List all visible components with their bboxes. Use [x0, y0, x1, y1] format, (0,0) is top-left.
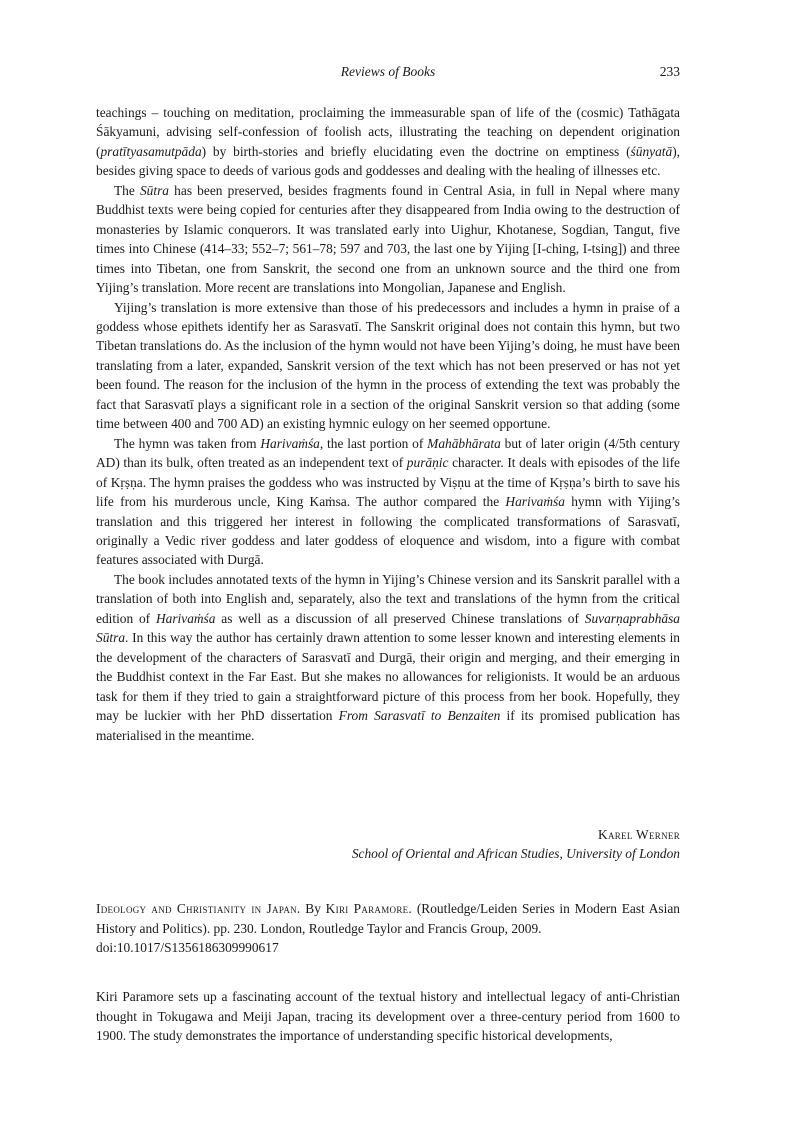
doi-link[interactable]: doi:10.1017/S1356186309990617: [96, 940, 279, 955]
text-run: ), besides giving space to deeds of various gods and goddesses and dealing with the healing of illnesses etc.: [96, 143, 680, 179]
text-run: , the last portion of: [319, 435, 428, 451]
text-run: ) by birth-stories and briefly elucidating even the doctrine on emptiness (: [201, 143, 631, 159]
by-text: By: [300, 901, 326, 916]
italic-term: From Sarasvatī to Benzaiten: [338, 708, 501, 724]
text-run: hymn with Yijing’s translation and this triggered her interest in following the complicated transformations of Sarasvatī, originally a Vedic river goddess and later goddess of eloquence and wisdom, into a figure with combat features associated with Durgā.: [96, 494, 680, 568]
italic-term: Harivaṁśa: [505, 494, 565, 510]
book-title: Ideology and Christianity in Japan.: [96, 901, 301, 916]
review-citation: [96, 899, 680, 958]
text-run: The book includes annotated texts of the hymn in Yijing’s Chinese version and its Sanskrit parallel with a translation of both into English and, separately, also the text and translations of the hymn from the critical edition of: [96, 571, 680, 626]
text-run: . In this way the author has certainly drawn attention to some lesser known and interesting elements in the development of the characters of Sarasvatī and Durgā, their origin and merging, and their emerging in the Buddhist context in the Far East. But she makes no allowances for religionists. It would be an arduous task for them if they tried to gain a straightforward picture of this process from her book. Hopefully, they may be luckier with her PhD dissertation: [96, 630, 680, 724]
text-run: has been preserved, besides fragments found in Central Asia, in full in Nepal where many Buddhist texts were being copied for centuries after they disappeared from India owing to the destruction of monasteries by Islamic conquerors. It was translated early into Uighur, Khotanese, Sogdian, Tangut, five times into Chinese (414–33; 552–7; 561–78; 597 and 703, the last one by Yijing [I-ching, I-tsing]) and three times into Tibetan, one from Sanskrit, the second one from an unknown source and the third one from Yijing’s translation. More recent are translations into Mongolian, Japanese and English.: [96, 182, 680, 296]
reviewer-institution: School of Oriental and African Studies, University of London: [351, 846, 680, 861]
text-run: as well as a discussion of all preserved Chinese translations of: [215, 610, 585, 626]
review-2-body: [96, 987, 680, 1046]
italic-term: purāṇic: [406, 455, 449, 471]
paragraph-5: [96, 570, 680, 745]
italic-term: śūnyatā: [630, 143, 673, 159]
paragraph-2: [96, 181, 680, 298]
book-details: (Routledge/Leiden Series in Modern East Asian History and Politics). pp. 230. London, Routledge Taylor and Francis Group, 2009.: [96, 901, 680, 936]
italic-term: Suvarṇaprabhāsa Sūtra: [96, 610, 680, 646]
reviewer-signature: [96, 825, 680, 863]
page-number: 233: [659, 64, 680, 79]
running-head: [96, 64, 680, 86]
text-run: The hymn was taken from: [114, 435, 261, 451]
italic-term: Sūtra: [139, 182, 170, 198]
text-run: character. It deals with episodes of the life of Kṛṣṇa. The hymn praises the goddess who was instructed by Viṣṇu at the time of Kṛṣṇa’s birth to save his life from his murderous uncle, King Kaṁsa. The author compared the: [96, 455, 680, 510]
italic-term: Harivaṁśa: [260, 435, 320, 451]
review-2-paragraph: Kiri Paramore sets up a fascinating account of the textual history and intellectual legacy of anti-Christian thought in Tokugawa and Meiji Japan, tracing its development over a three-century period from 1600 to 1900. The study demonstrates the importance of understanding specific historical developments,: [96, 989, 680, 1043]
running-title: Reviews of Books: [340, 64, 436, 79]
text-run: but of later origin (4/5th century AD) than its bulk, often treated as an independent text of: [96, 435, 680, 471]
text-run: The: [114, 182, 140, 198]
paragraph-1: [96, 103, 680, 181]
italic-term: Harivaṁśa: [155, 610, 216, 626]
text-run: if its promised publication has materialised in the meantime.: [96, 708, 681, 743]
paragraph-4: [96, 434, 680, 570]
review-body-text: [96, 103, 680, 745]
italic-term: Mahābhārata: [427, 435, 501, 451]
text-run: teachings – touching on meditation, proclaiming the immeasurable span of life of the (cosmic) Tathāgata Śākyamuni, advising self-confession of foolish acts, illustrating the teaching on dependent origination (: [96, 105, 680, 159]
paragraph-3: Yijing’s translation is more extensive than those of his predecessors and includes a hymn in praise of a goddess whose epithets identify her as Sarasvatī. The Sanskrit original does not contain this hymn, but two Tibetan translations do. As the inclusion of the hymn would not have been Yijing’s doing, he must have been translating from a later, expanded, Sanskrit version of the text which has not been preserved or has not yet been found. The reason for the inclusion of the hymn in the process of extending the text was probably the fact that Sarasvatī plays a significant role in a section of the original Sanskrit version so that adding (some time between 400 and 700 AD) an existing hymnic eulogy on her seemed opportune.: [96, 299, 680, 432]
book-author: Kiri Paramore.: [325, 901, 413, 916]
reviewer-name: Karel Werner: [597, 827, 680, 842]
italic-term: pratītyasamutpāda: [100, 143, 202, 159]
